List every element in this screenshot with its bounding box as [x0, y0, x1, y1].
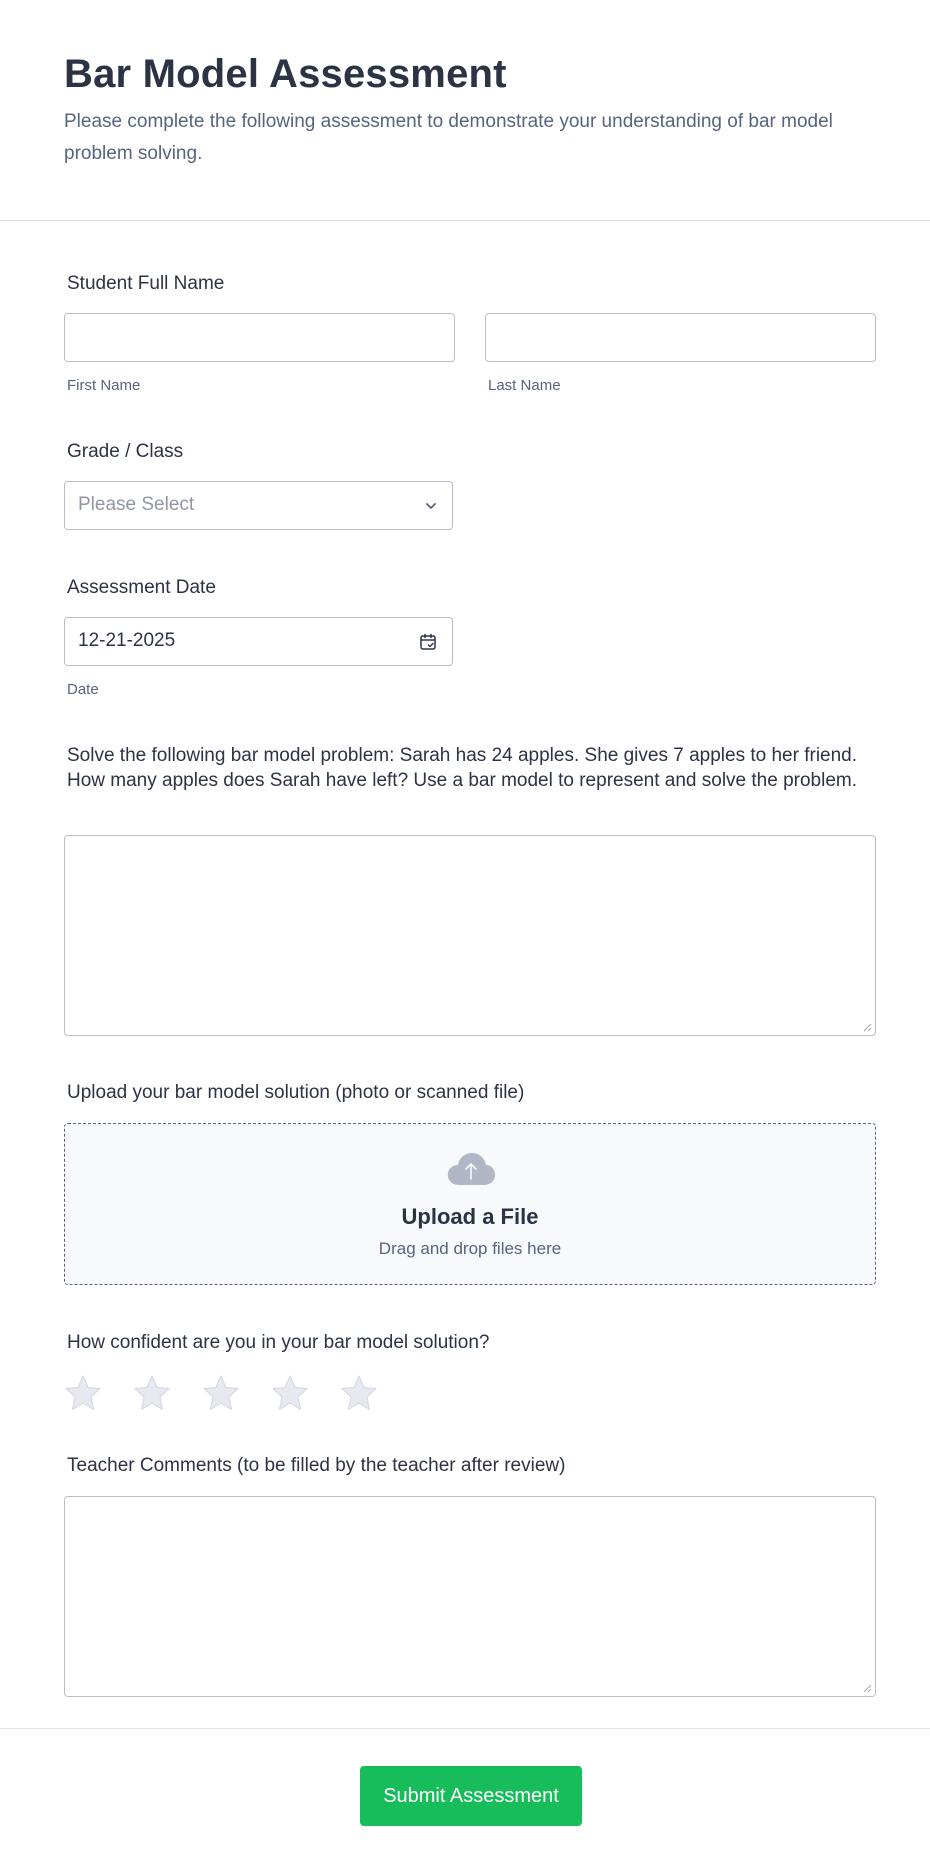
cloud-upload-icon	[446, 1151, 496, 1187]
chevron-down-icon	[424, 499, 438, 513]
form-header	[0, 0, 930, 221]
problem-label: Solve the following bar model problem: Sarah has 24 apples. She gives 7 apples to her friend. How many apples does Sarah have left? Use a bar model to represent and solve the problem.	[67, 745, 858, 791]
last-name-input[interactable]	[485, 313, 876, 362]
page-title: Bar Model Assessment	[64, 52, 507, 96]
page-subtitle: Please complete the following assessment to demonstrate your understanding of bar model problem solving.	[64, 111, 833, 164]
date-value: 12-21-2025	[78, 630, 176, 651]
date-input[interactable]	[64, 617, 453, 666]
resize-handle-icon[interactable]	[862, 1683, 872, 1693]
grade-select[interactable]	[64, 481, 453, 530]
first-name-sublabel: First Name	[67, 377, 141, 394]
last-name-sublabel: Last Name	[488, 377, 561, 394]
grade-label: Grade / Class	[67, 441, 184, 462]
upload-label: Upload your bar model solution (photo or scanned file)	[67, 1082, 525, 1103]
star-icon-5[interactable]	[340, 1374, 378, 1412]
star-icon-2[interactable]	[133, 1374, 171, 1412]
submit-button[interactable]: Submit Assessment	[360, 1766, 582, 1826]
confidence-label: How confident are you in your bar model solution?	[67, 1332, 490, 1353]
teacher-comments-textarea[interactable]	[64, 1496, 876, 1697]
grade-select-value: Please Select	[78, 494, 195, 515]
calendar-icon[interactable]	[418, 632, 438, 652]
upload-subtitle: Drag and drop files here	[378, 1239, 562, 1258]
star-icon-3[interactable]	[202, 1374, 240, 1412]
first-name-input[interactable]	[64, 313, 455, 362]
file-upload-dropzone[interactable]	[64, 1123, 876, 1285]
full-name-label: Student Full Name	[67, 273, 225, 294]
footer-divider	[0, 1728, 930, 1729]
teacher-comments-label: Teacher Comments (to be filled by the teacher after review)	[67, 1455, 566, 1476]
date-sublabel: Date	[67, 681, 99, 698]
resize-handle-icon[interactable]	[862, 1022, 872, 1032]
upload-title: Upload a File	[401, 1204, 539, 1229]
problem-answer-textarea[interactable]	[64, 835, 876, 1036]
star-icon-1[interactable]	[64, 1374, 102, 1412]
star-icon-4[interactable]	[271, 1374, 309, 1412]
date-label: Assessment Date	[67, 577, 216, 598]
